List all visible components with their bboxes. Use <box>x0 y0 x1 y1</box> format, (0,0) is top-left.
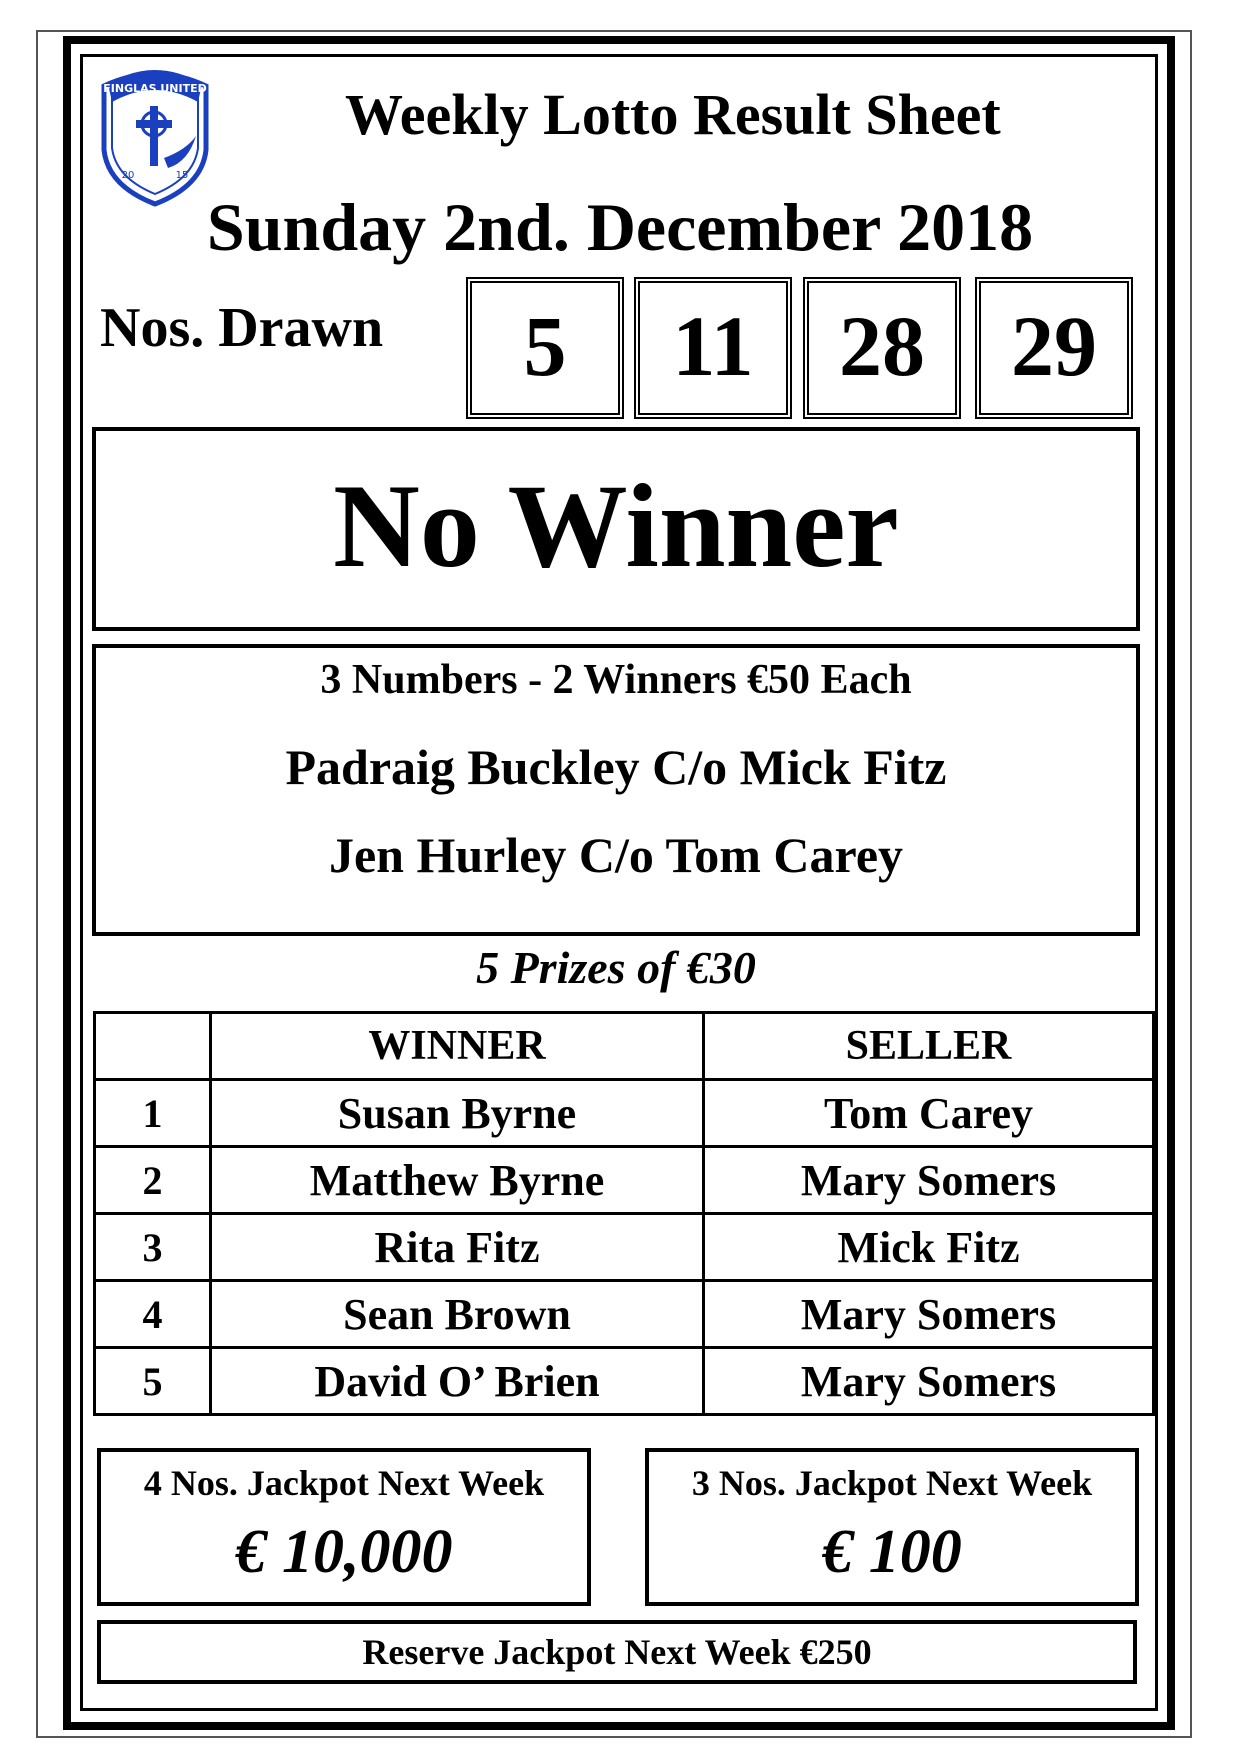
row-seller: Mary Somers <box>704 1147 1154 1214</box>
row-winner: David O’ Brien <box>211 1348 704 1415</box>
row-number: 5 <box>95 1348 211 1415</box>
column-header-winner: WINNER <box>211 1013 704 1080</box>
three-numbers-jackpot-value: € 100 <box>822 1518 962 1586</box>
drawn-number-1: 5 <box>466 277 624 419</box>
three-numbers-winner-1: Padraig Buckley C/o Mick Fitz <box>285 739 947 795</box>
row-winner: Susan Byrne <box>211 1080 704 1147</box>
table-header-row <box>95 1013 1154 1080</box>
three-numbers-box <box>92 644 1140 936</box>
three-numbers-jackpot-box <box>645 1448 1139 1606</box>
column-header-number <box>95 1013 211 1080</box>
no-winner-banner: No Winner <box>92 427 1140 631</box>
three-numbers-heading: 3 Numbers - 2 Winners €50 Each <box>320 657 912 703</box>
row-winner: Matthew Byrne <box>211 1147 704 1214</box>
drawn-number-3: 28 <box>803 277 961 419</box>
four-numbers-jackpot-label: 4 Nos. Jackpot Next Week <box>143 1463 545 1503</box>
four-numbers-jackpot-value: € 10,000 <box>235 1518 453 1586</box>
drawn-number-4: 29 <box>975 277 1133 419</box>
row-seller: Mary Somers <box>704 1281 1154 1348</box>
table-row <box>95 1080 1154 1147</box>
row-seller: Mary Somers <box>704 1348 1154 1415</box>
table-row <box>95 1214 1154 1281</box>
row-number: 3 <box>95 1214 211 1281</box>
row-number: 1 <box>95 1080 211 1147</box>
numbers-drawn-label: Nos. Drawn <box>100 297 384 359</box>
prize-table <box>93 1011 1155 1416</box>
logo-year-right: 15 <box>175 170 189 181</box>
reserve-jackpot-banner: Reserve Jackpot Next Week €250 <box>97 1620 1137 1684</box>
row-winner: Sean Brown <box>211 1281 704 1348</box>
four-numbers-jackpot-box <box>97 1448 591 1606</box>
logo-year-left: 20 <box>121 170 135 181</box>
three-numbers-winner-2: Jen Hurley C/o Tom Carey <box>328 827 904 883</box>
prizes-heading: 5 Prizes of €30 <box>476 942 756 993</box>
table-row <box>95 1281 1154 1348</box>
three-numbers-jackpot-label: 3 Nos. Jackpot Next Week <box>691 1463 1093 1503</box>
table-row <box>95 1147 1154 1214</box>
row-seller: Mick Fitz <box>704 1214 1154 1281</box>
row-number: 4 <box>95 1281 211 1348</box>
row-seller: Tom Carey <box>704 1080 1154 1147</box>
drawn-number-2: 11 <box>634 277 792 419</box>
table-row <box>95 1348 1154 1415</box>
column-header-seller: SELLER <box>704 1013 1154 1080</box>
page-title: Weekly Lotto Result Sheet <box>345 82 1001 147</box>
draw-date: Sunday 2nd. December 2018 <box>206 189 1034 265</box>
logo-text: FINGLAS UNITED <box>103 82 207 95</box>
club-crest-logo <box>90 58 220 208</box>
row-number: 2 <box>95 1147 211 1214</box>
row-winner: Rita Fitz <box>211 1214 704 1281</box>
